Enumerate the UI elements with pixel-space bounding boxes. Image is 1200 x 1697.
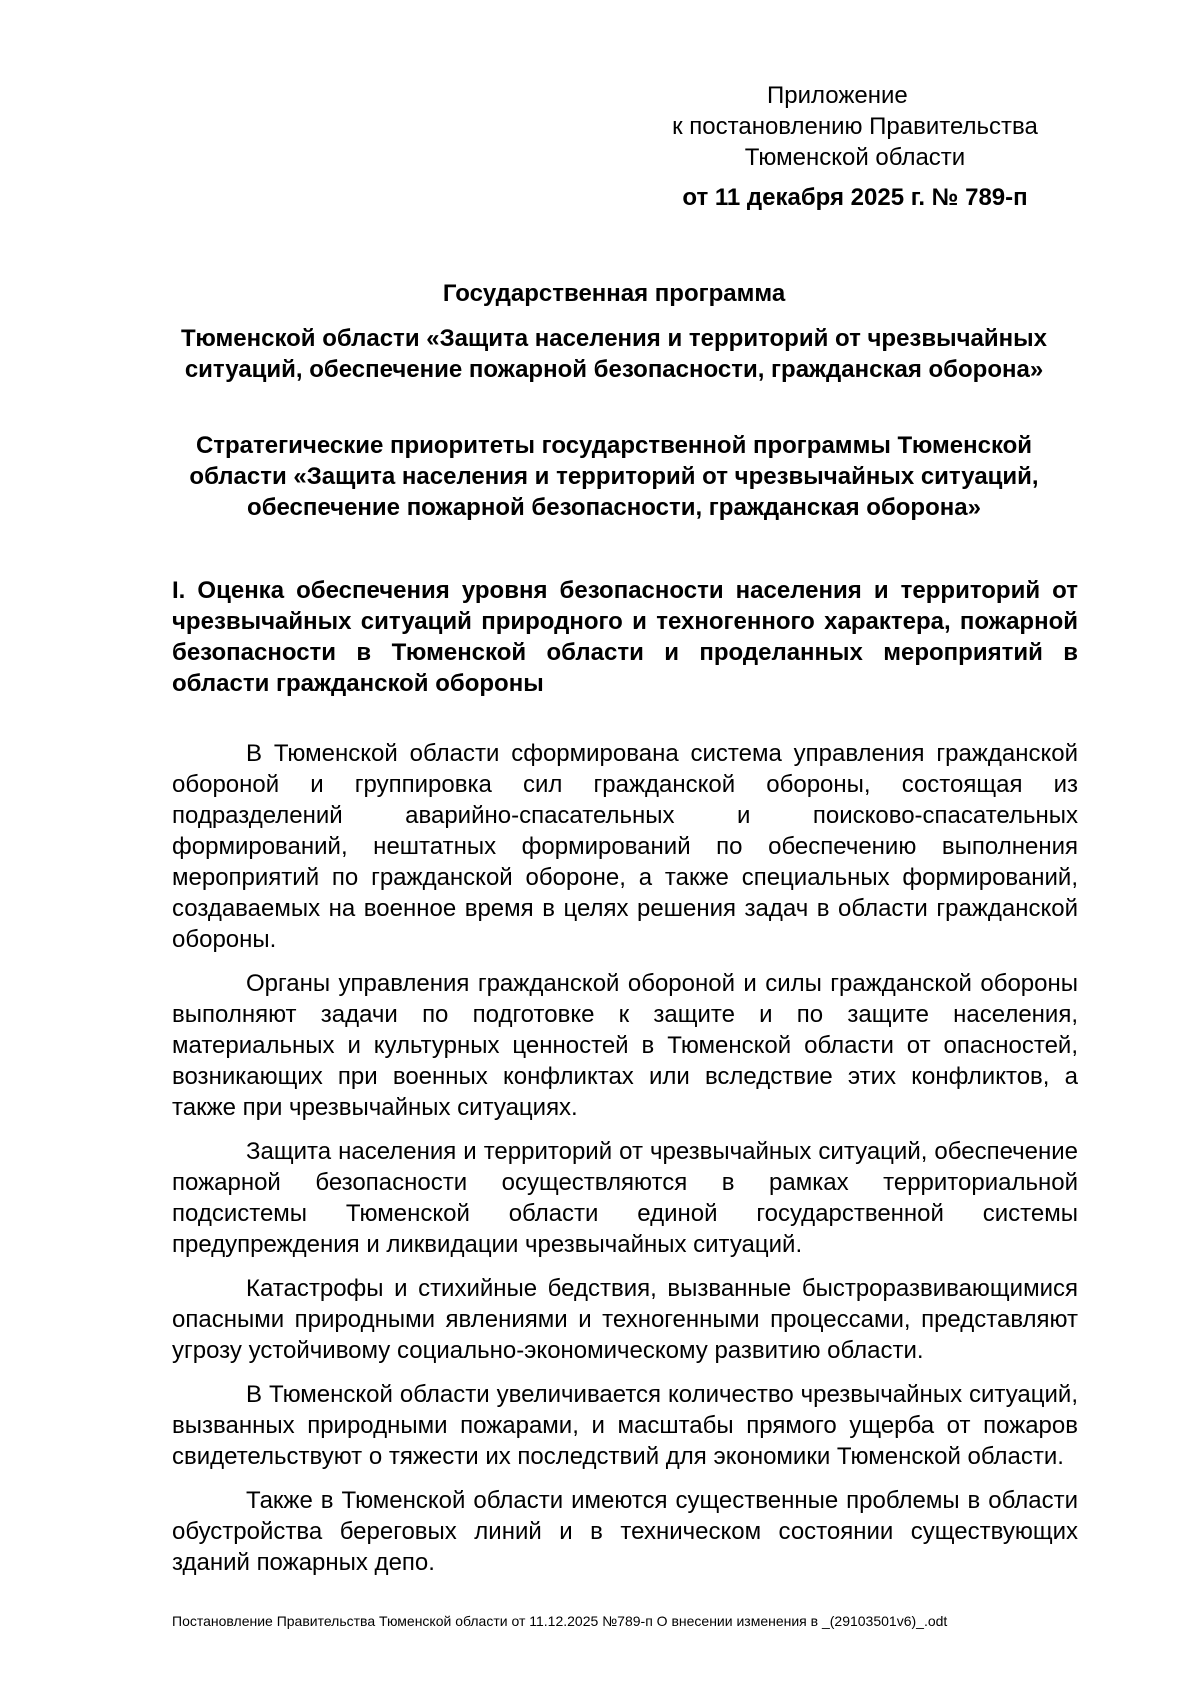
program-subtitle: Тюменской области «Защита населения и территорий от чрезвычайных ситуаций, обеспечение пожарной безопасности, гражданская оборона» [180,325,1047,383]
paragraph: Органы управления гражданской обороной и силы гражданской обороны выполняют задачи по подготовке к защите и по защите населения, материальных и культурных ценностей в Тюменской области от опасностей, возникающих при военных конфликтах или вследствие этих конфликтов, а также при чрезвычайных ситуациях. [172,970,1078,1121]
program-title: Государственная программа [442,280,786,307]
paragraph: В Тюменской области увеличивается количество чрезвычайных ситуаций, вызванных природными пожарами, и масштабы прямого ущерба от пожаров свидетельствуют о тяжести их последствий для экономики Тюменской области. [172,1381,1078,1470]
page-footer: Постановление Правительства Тюменской области от 11.12.2025 №789-п О внесении изменения в _(29103501v6)_.odt [172,1613,948,1629]
paragraph: Защита населения и территорий от чрезвычайных ситуаций, обеспечение пожарной безопасности осуществляются в рамках территориальной подсистемы Тюменской области единой государственной системы предупреждения и ликвидации чрезвычайных ситуаций. [172,1138,1078,1258]
decree-date-number: от 11 декабря 2025 г. № 789-п [682,184,1028,211]
paragraph: В Тюменской области сформирована система управления гражданской обороной и группировка сил гражданской обороны, состоящая из подразделений аварийно-спасательных и поисково-спасательных формирований, нештатных формирований по обеспечению выполнения мероприятий по гражданской обороне, а также специальных формирований, создаваемых на военное время в целях решения задач в области гражданской обороны. [172,740,1078,953]
paragraph: Также в Тюменской области имеются существенные проблемы в области обустройства береговых линий и в техническом состоянии существующих зданий пожарных депо. [172,1487,1078,1576]
section-heading: I. Оценка обеспечения уровня безопасности населения и территорий от чрезвычайных ситуаций природного и техногенного характера, пожарной безопасности в Тюменской области и проделанных мероприятий в области гражданской обороны [172,577,1078,697]
decree-reference-line-1: к постановлению Правительства [672,113,1038,140]
section-body [172,738,1078,1591]
appendix-label: Приложение [767,82,908,109]
strategy-title: Стратегические приоритеты государственной программы Тюменской области «Защита населения и территорий от чрезвычайных ситуаций, обеспечение пожарной безопасности, гражданская оборона» [189,432,1039,521]
appendix-header [650,80,1060,213]
decree-reference-line-2: Тюменской области [744,144,966,171]
paragraph: Катастрофы и стихийные бедствия, вызванные быстроразвивающимися опасными природными явлениями и техногенными процессами, представляют угрозу устойчивому социально-экономическому развитию области. [172,1275,1078,1364]
